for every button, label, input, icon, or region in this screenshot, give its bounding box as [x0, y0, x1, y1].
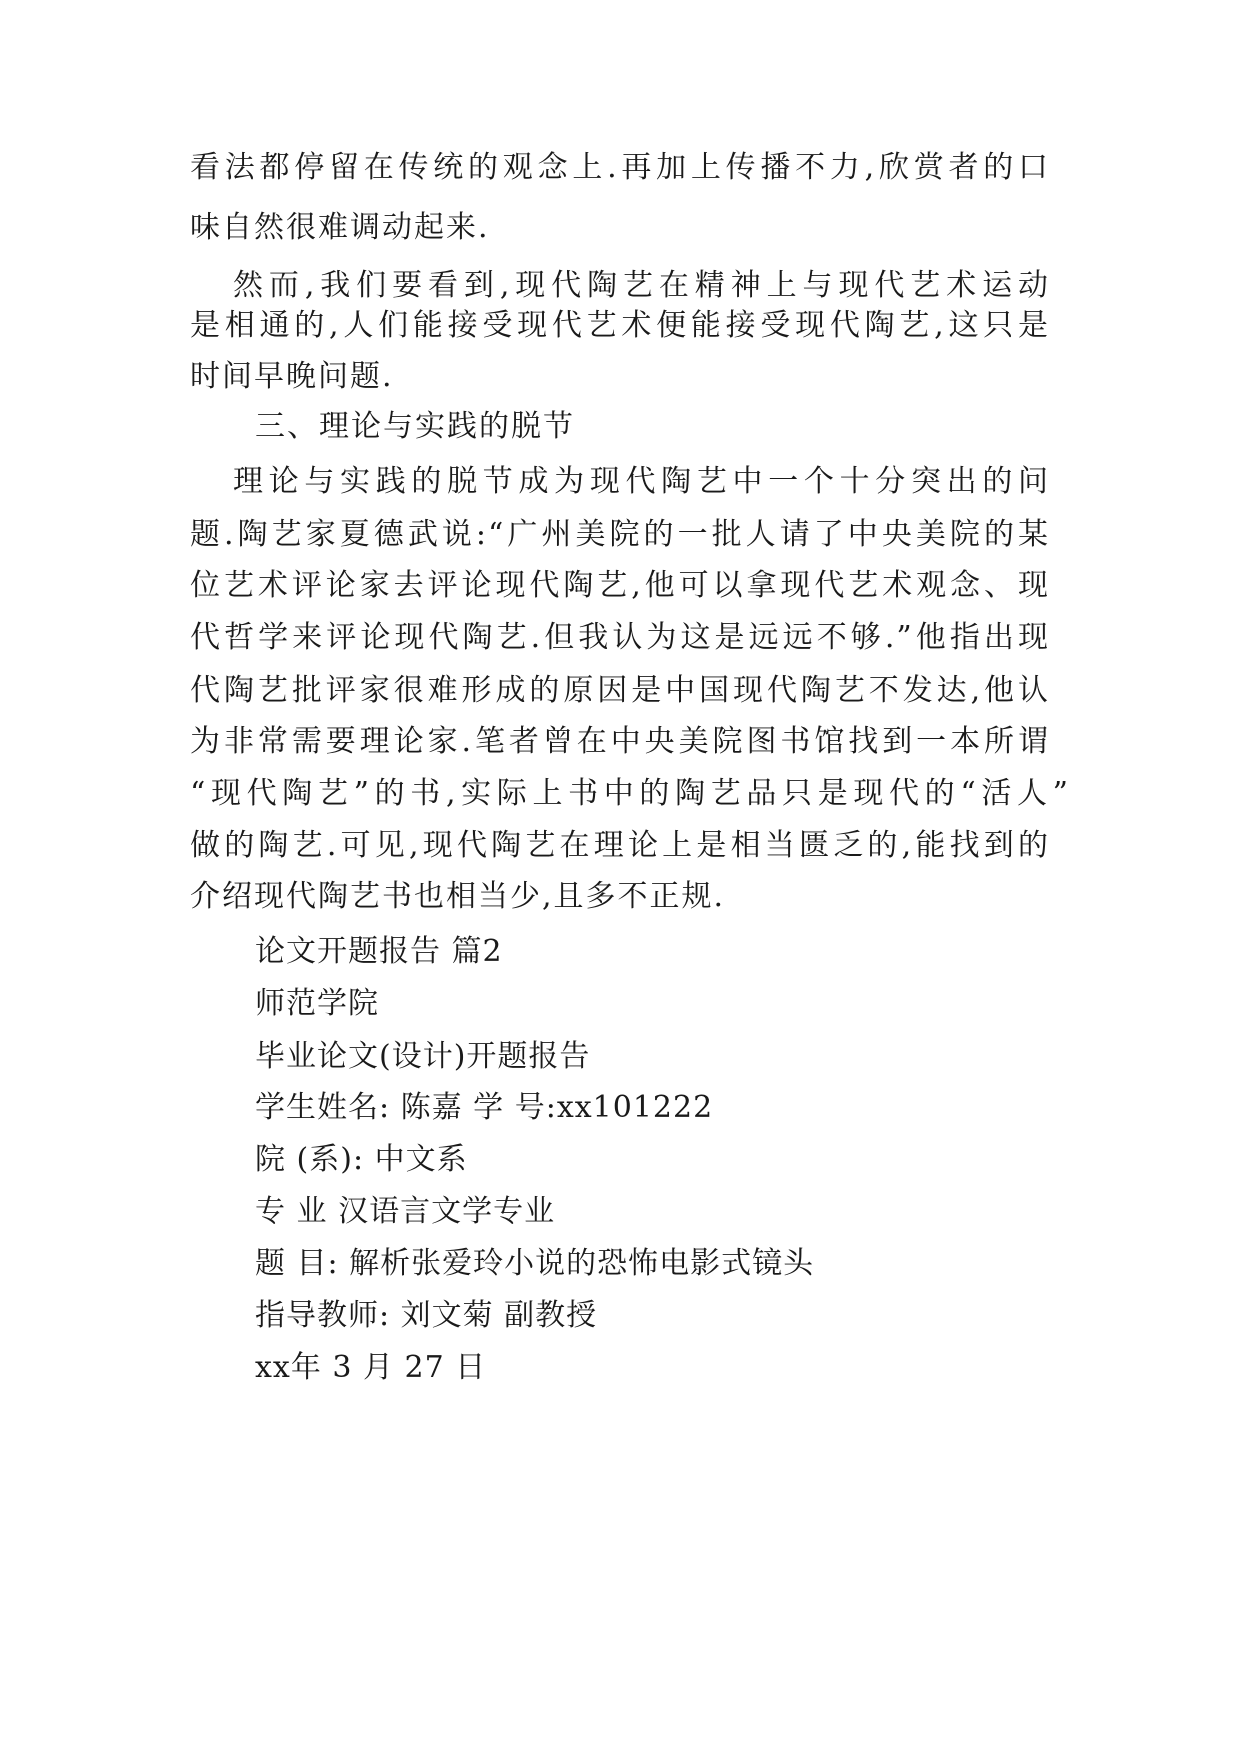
major-info: 专 业 汉语言文学专业 — [255, 1194, 556, 1229]
section-heading: 三、理论与实践的脱节 — [255, 409, 575, 444]
paragraph-line: 位艺术评论家去评论现代陶艺,他可以拿现代艺术观念、现 — [190, 568, 1050, 603]
report-type: 毕业论文(设计)开题报告 — [255, 1039, 591, 1074]
report-title: 论文开题报告 篇2 — [255, 934, 503, 969]
report-date: xx年 3 月 27 日 — [255, 1350, 487, 1385]
paragraph-line: 然而,我们要看到,现代陶艺在精神上与现代艺术运动 — [233, 268, 1050, 303]
school-name: 师范学院 — [255, 986, 379, 1021]
student-info: 学生姓名: 陈嘉 学 号:xx101222 — [255, 1090, 714, 1125]
paragraph-line: 做的陶艺.可见,现代陶艺在理论上是相当匮乏的,能找到的 — [190, 828, 1050, 863]
topic-info: 题 目: 解析张爱玲小说的恐怖电影式镜头 — [255, 1246, 815, 1281]
paragraph-line: 介绍现代陶艺书也相当少,且多不正规. — [190, 879, 726, 914]
advisor-info: 指导教师: 刘文菊 副教授 — [255, 1298, 598, 1333]
paragraph-line: 理论与实践的脱节成为现代陶艺中一个十分突出的问 — [233, 464, 1050, 499]
paragraph-line: 味自然很难调动起来. — [190, 210, 490, 245]
paragraph-line: 看法都停留在传统的观念上.再加上传播不力,欣赏者的口 — [190, 150, 1050, 185]
department-info: 院 (系): 中文系 — [255, 1142, 468, 1177]
paragraph-line: 为非常需要理论家.笔者曾在中央美院图书馆找到一本所谓 — [190, 724, 1050, 759]
paragraph-line: 时间早晚问题. — [190, 359, 394, 394]
paragraph-line: 题.陶艺家夏德武说:“广州美院的一批人请了中央美院的某 — [190, 517, 1050, 552]
paragraph-line: “现代陶艺”的书,实际上书中的陶艺品只是现代的“活人” — [190, 776, 1070, 811]
paragraph-line: 代哲学来评论现代陶艺.但我认为这是远远不够.”他指出现 — [190, 620, 1050, 655]
paragraph-line: 是相通的,人们能接受现代艺术便能接受现代陶艺,这只是 — [190, 308, 1050, 343]
paragraph-line: 代陶艺批评家很难形成的原因是中国现代陶艺不发达,他认 — [190, 673, 1050, 708]
